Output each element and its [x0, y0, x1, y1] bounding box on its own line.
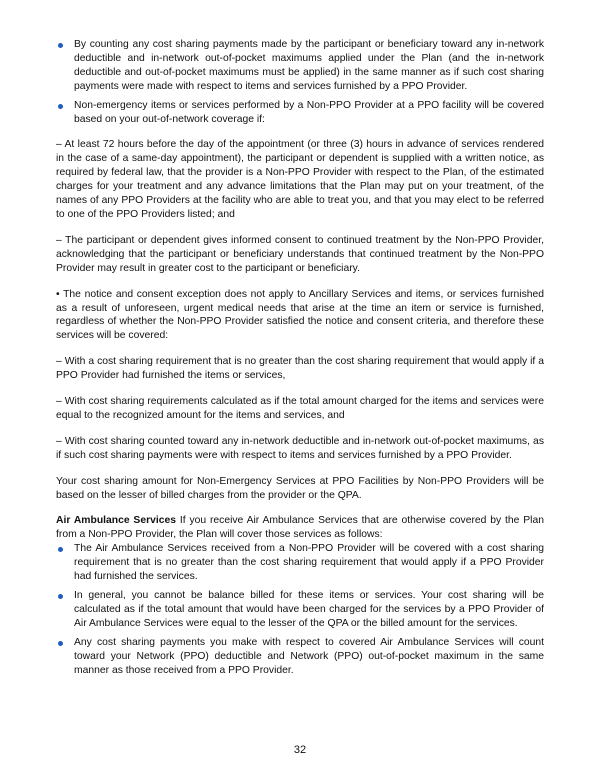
bullet-text: The Air Ambulance Services received from a Non-PPO Provider will be covered with a cost sharing requirement that is no greater than the cost sharing requirement that would apply if a PPO Provider had furnished the services. [74, 543, 544, 583]
bullet-text: Any cost sharing payments you make with respect to covered Air Ambulance Services will count toward your Network (PPO) deductible and Network (PPO) out-of-pocket maximum in the same manner as those received from a PPO Provider. [74, 636, 544, 676]
bullet-text: In general, you cannot be balance billed for these items or services. Your cost sharing will be calculated as if the total amount that would have been charged for the services by a PPO Provider of Air Ambulance Services were equal to the lesser of the QPA or the billed amount for the services. [74, 590, 544, 629]
bullet-text: By counting any cost sharing payments made by the participant or beneficiary toward any in-network deductible and in-network out-of-pocket maximums applied under the Plan (and the in-network deductible and out-of-pocket maximums must be applied) in the same manner as if such cost sharing payments were made with respect to items and services furnished by a PPO Provider. [74, 39, 544, 92]
bullet-dot-icon [58, 641, 63, 646]
bullet-dot-icon [58, 43, 63, 48]
bullet-item [56, 589, 544, 631]
page-content [56, 38, 544, 677]
bullet-dot-icon [58, 594, 63, 599]
exception-item: – With cost sharing counted toward any in-network deductible and in-network out-of-pocket maximums, as if such cost sharing payments were with respect to items and services furnished by a PPO Provider. [56, 435, 544, 461]
exception-intro: • The notice and consent exception does not apply to Ancillary Services and items, or services furnished as a result of unforeseen, urgent medical needs that arise at the time an item or service is furnished, regardless of whether the Non-PPO Provider satisfied the notice and consent criteria, and therefore these services will be covered: [56, 288, 544, 342]
bullet-text: Non-emergency items or services performed by a Non-PPO Provider at a PPO facility will be covered based on your out-of-network coverage if: [74, 99, 544, 125]
bullet-item [56, 636, 544, 678]
top-bullet-list [56, 38, 544, 126]
bullet-item [56, 38, 544, 94]
cost-sharing-note: Your cost sharing amount for Non-Emergency Services at PPO Facilities by Non-PPO Providers will be based on the lesser of billed charges from the provider or the QPA. [56, 475, 544, 501]
condition-paragraph: – The participant or dependent gives informed consent to continued treatment by the Non-PPO Provider, acknowledging that the participant or beneficiary understands that continued treatment by the Non-PPO Provider may result in greater cost to the participant or beneficiary. [56, 234, 544, 274]
air-ambulance-paragraph [56, 514, 544, 542]
exception-item: – With a cost sharing requirement that is no greater than the cost sharing requirement that would apply if a PPO Provider had furnished the items or services, [56, 356, 544, 382]
bullet-dot-icon [58, 104, 63, 109]
bullet-item [56, 542, 544, 584]
bullet-dot-icon [58, 547, 63, 552]
condition-paragraph: – At least 72 hours before the day of the appointment (or three (3) hours in advance of services rendered in the case of a same-day appointment), the participant or dependent is supplied with a written notice, as required by federal law, that the provider is a Non-PPO Provider with respect to the Plan, of the estimated charges for your treatment and any advance limitations that the Plan may put on your treatment, of the names of any PPO Providers at the facility who are able to treat you, and that you may elect to be referred to one of the PPO Providers listed; and [56, 139, 544, 220]
bullet-item [56, 99, 544, 127]
exception-item: – With cost sharing requirements calculated as if the total amount charged for the items and services were equal to the recognized amount for the items and services, and [56, 396, 544, 421]
air-ambulance-heading: Air Ambulance Services [56, 515, 176, 527]
page-number: 32 [293, 744, 307, 756]
air-ambulance-bullet-list [56, 542, 544, 677]
air-ambulance-intro: If you receive Air Ambulance Services that are otherwise covered by the Plan from a Non-PPO Provider, the Plan will cover those services as follows: [56, 515, 544, 541]
